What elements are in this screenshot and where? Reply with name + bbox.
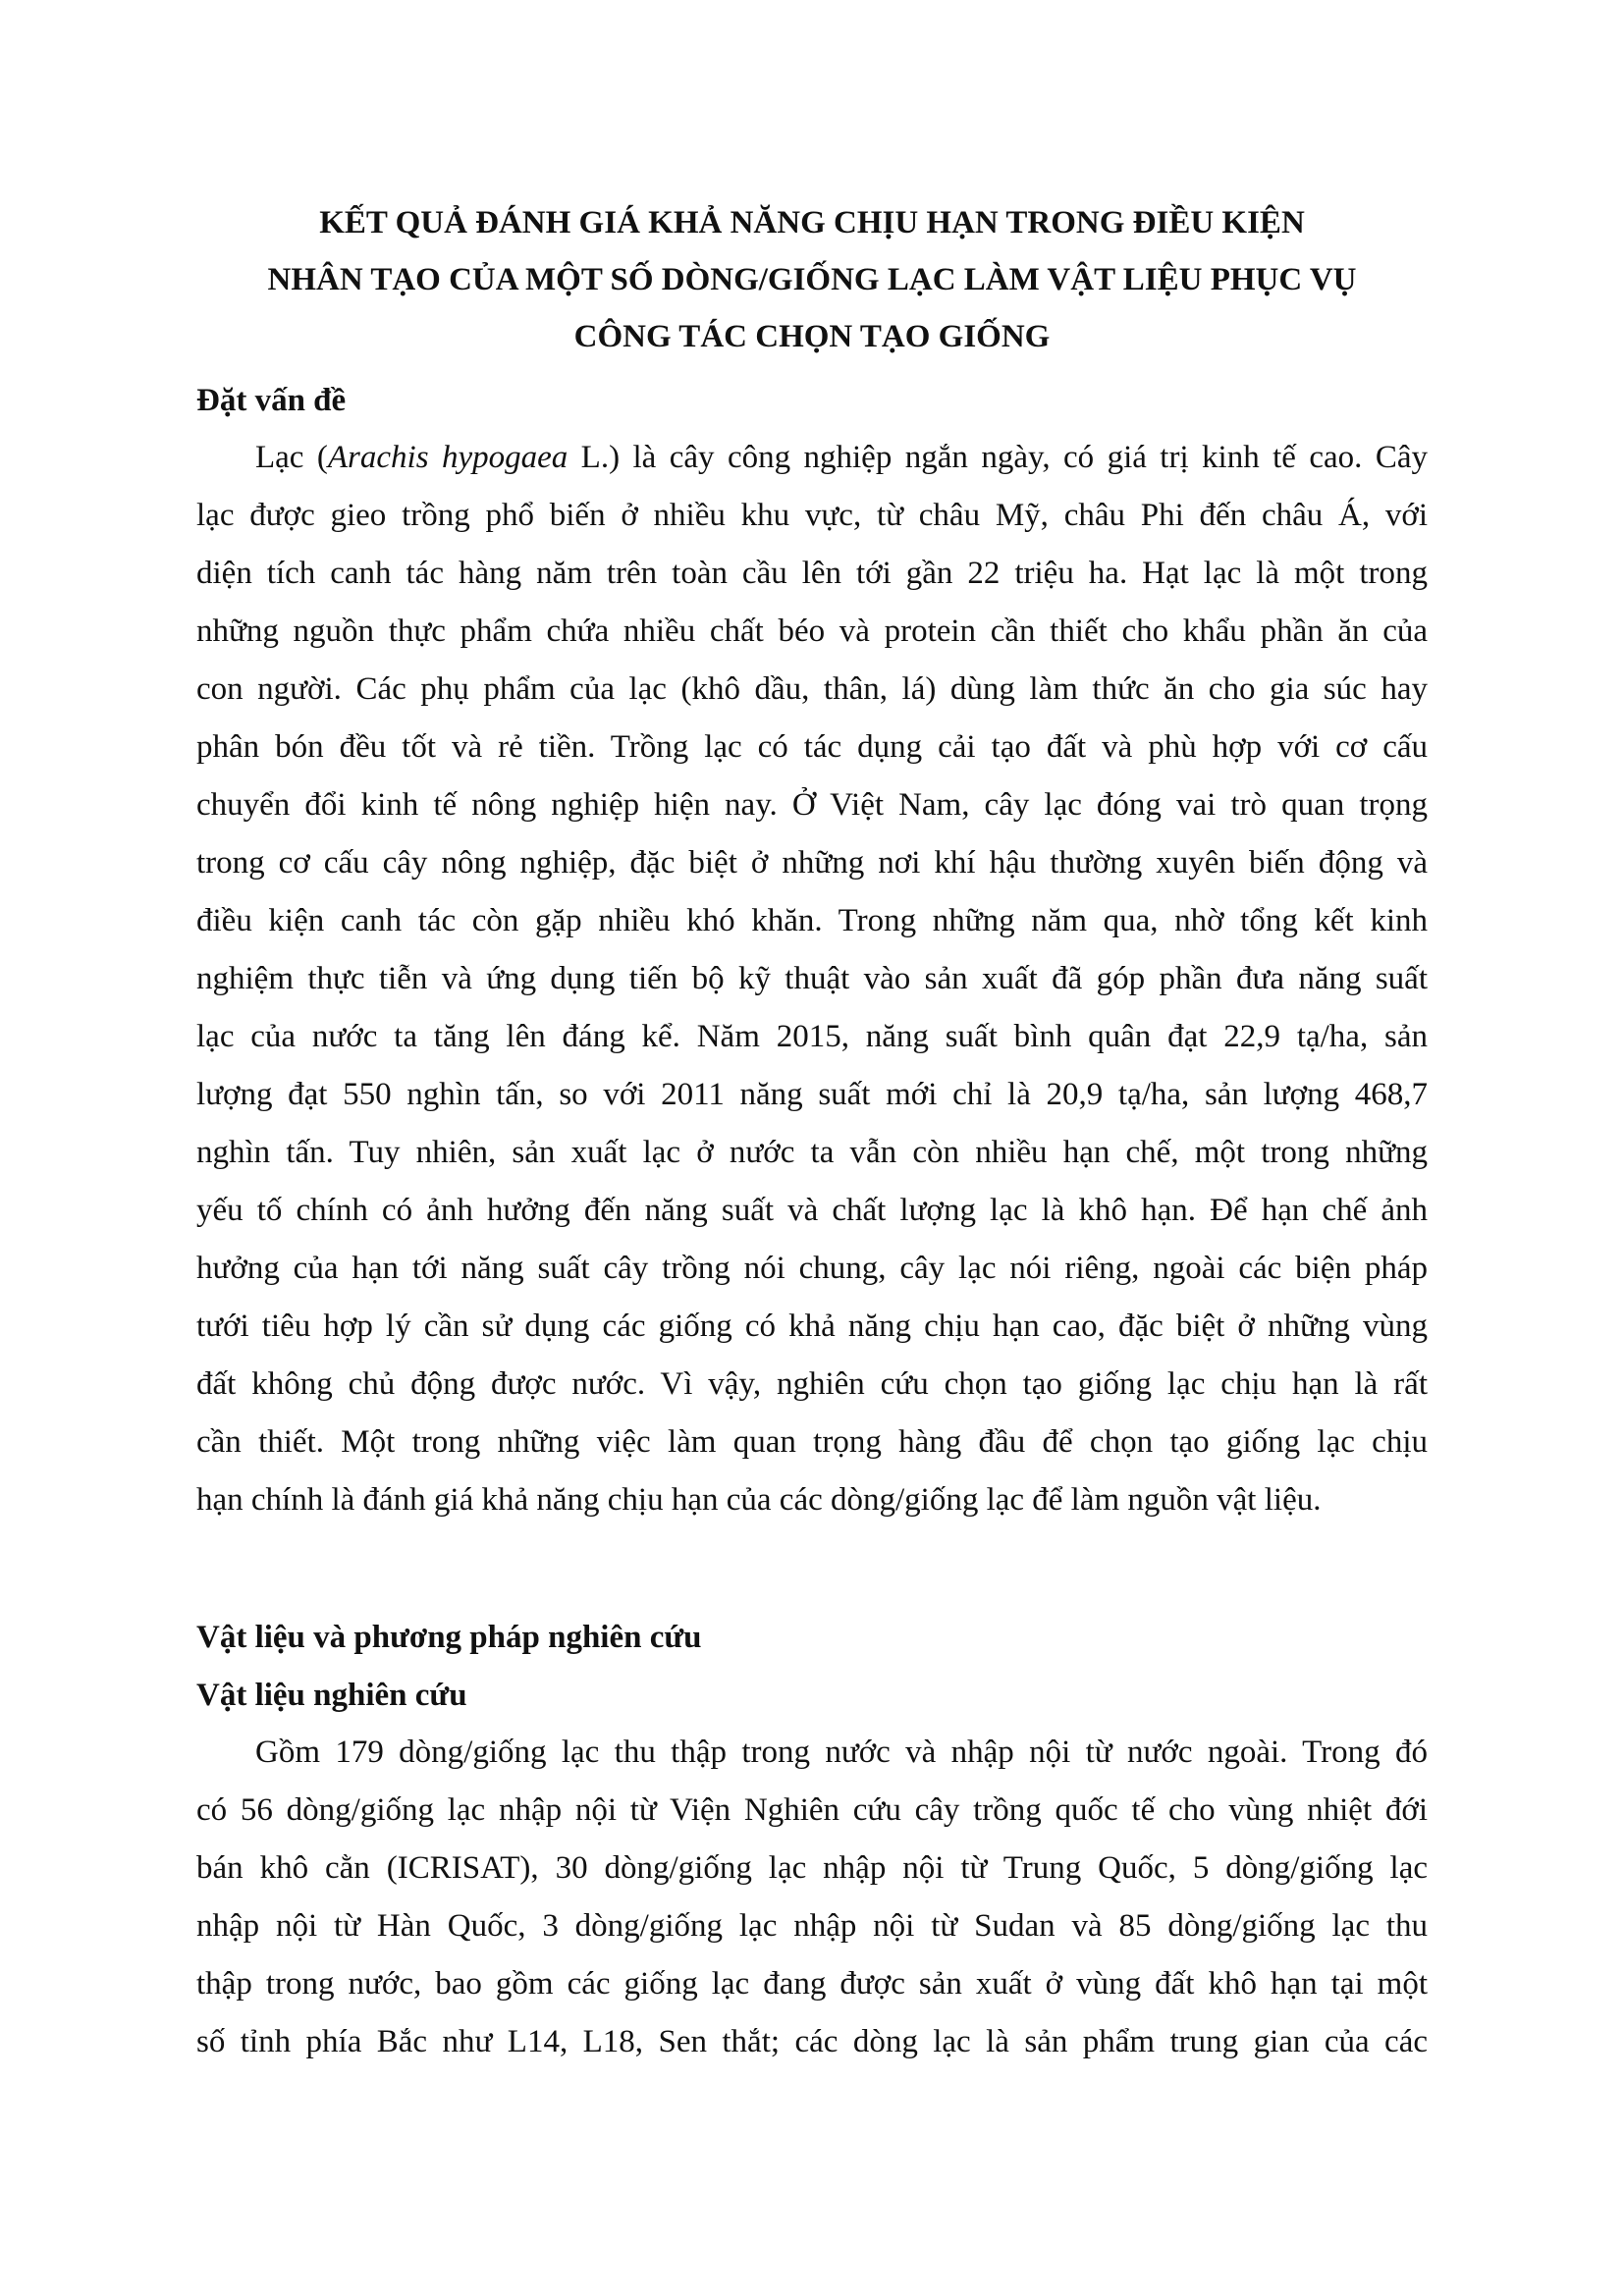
scientific-name: Arachis hypogaea bbox=[327, 440, 568, 475]
intro-line: nghìn tấn. Tuy nhiên, sản xuất lạc ở nước ta vẫn còn nhiều hạn chế, một trong những bbox=[196, 1135, 1428, 1170]
intro-line: nghiệm thực tiễn và ứng dụng tiến bộ kỹ thuật vào sản xuất đã góp phần đưa năng suất bbox=[196, 961, 1428, 996]
intro-line-1-pre: Lạc ( bbox=[255, 440, 328, 475]
intro-line: cần thiết. Một trong những việc làm quan trọng hàng đầu để chọn tạo giống lạc chịu bbox=[196, 1424, 1428, 1460]
intro-line bbox=[196, 429, 1428, 487]
intro-line: hưởng của hạn tới năng suất cây trồng nói chung, cây lạc nói riêng, ngoài các biện pháp bbox=[196, 1251, 1428, 1286]
title-line-3: CÔNG TÁC CHỌN TẠO GIỐNG bbox=[573, 319, 1051, 354]
intro-line: diện tích canh tác hàng năm trên toàn cầu lên tới gần 22 triệu ha. Hạt lạc là một trong bbox=[196, 556, 1428, 591]
materials-line: thập trong nước, bao gồm các giống lạc đang được sản xuất ở vùng đất khô hạn tại một bbox=[196, 1966, 1428, 2002]
intro-line: đất không chủ động được nước. Vì vậy, nghiên cứu chọn tạo giống lạc chịu hạn là rất bbox=[196, 1366, 1428, 1402]
materials-line: bán khô cằn (ICRISAT), 30 dòng/giống lạc nhập nội từ Trung Quốc, 5 dòng/giống lạc bbox=[196, 1850, 1428, 1886]
section-heading-intro: Đặt vấn đề bbox=[196, 383, 347, 418]
intro-line: phân bón đều tốt và rẻ tiền. Trồng lạc có tác dụng cải tạo đất và phù hợp với cơ cấu bbox=[196, 729, 1428, 765]
materials-line: Gồm 179 dòng/giống lạc thu thập trong nước và nhập nội từ nước ngoài. Trong đó bbox=[255, 1735, 1428, 1770]
materials-line: nhập nội từ Hàn Quốc, 3 dòng/giống lạc nhập nội từ Sudan và 85 dòng/giống lạc thu bbox=[196, 1908, 1428, 1944]
document-title bbox=[196, 194, 1428, 365]
intro-line: con người. Các phụ phẩm của lạc (khô dầu, thân, lá) dùng làm thức ăn cho gia súc hay bbox=[196, 671, 1428, 707]
intro-line: điều kiện canh tác còn gặp nhiều khó khăn. Trong những năm qua, nhờ tổng kết kinh bbox=[196, 903, 1428, 938]
intro-line: chuyển đổi kinh tế nông nghiệp hiện nay. Ở Việt Nam, cây lạc đóng vai trò quan trọng bbox=[196, 787, 1428, 823]
materials-line: số tỉnh phía Bắc như L14, L18, Sen thắt; các dòng lạc là sản phẩm trung gian của các bbox=[196, 2024, 1428, 2059]
intro-line: lạc được gieo trồng phổ biến ở nhiều khu vực, từ châu Mỹ, châu Phi đến châu Á, với bbox=[196, 498, 1428, 533]
title-line-1: KẾT QUẢ ĐÁNH GIÁ KHẢ NĂNG CHỊU HẠN TRONG ĐIỀU KIỆN bbox=[319, 205, 1305, 240]
intro-line: những nguồn thực phẩm chứa nhiều chất béo và protein cần thiết cho khẩu phần ăn của bbox=[196, 614, 1428, 649]
intro-paragraph bbox=[196, 429, 1428, 1529]
intro-line: trong cơ cấu cây nông nghiệp, đặc biệt ở những nơi khí hậu thường xuyên biến động và bbox=[196, 845, 1428, 881]
section-heading-methods: Vật liệu và phương pháp nghiên cứu bbox=[196, 1620, 702, 1655]
materials-paragraph bbox=[196, 1724, 1428, 2071]
intro-line: tưới tiêu hợp lý cần sử dụng các giống có khả năng chịu hạn cao, đặc biệt ở những vùng bbox=[196, 1308, 1428, 1344]
intro-line: lượng đạt 550 nghìn tấn, so với 2011 năng suất mới chỉ là 20,9 tạ/ha, sản lượng 468,7 bbox=[196, 1077, 1428, 1112]
intro-line: yếu tố chính có ảnh hưởng đến năng suất và chất lượng lạc là khô hạn. Để hạn chế ảnh bbox=[196, 1193, 1428, 1228]
intro-line: lạc của nước ta tăng lên đáng kể. Năm 2015, năng suất bình quân đạt 22,9 tạ/ha, sản bbox=[196, 1019, 1428, 1054]
title-line-2: NHÂN TẠO CỦA MỘT SỐ DÒNG/GIỐNG LẠC LÀM VẬT LIỆU PHỤC VỤ bbox=[267, 262, 1357, 297]
intro-line: hạn chính là đánh giá khả năng chịu hạn của các dòng/giống lạc để làm nguồn vật liệu. bbox=[196, 1482, 1322, 1518]
intro-line-1-post: L.) là cây công nghiệp ngắn ngày, có giá trị kinh tế cao. Cây bbox=[568, 440, 1428, 475]
materials-line: có 56 dòng/giống lạc nhập nội từ Viện Nghiên cứu cây trồng quốc tế cho vùng nhiệt đới bbox=[196, 1792, 1428, 1828]
subsection-heading-materials: Vật liệu nghiên cứu bbox=[196, 1678, 467, 1713]
